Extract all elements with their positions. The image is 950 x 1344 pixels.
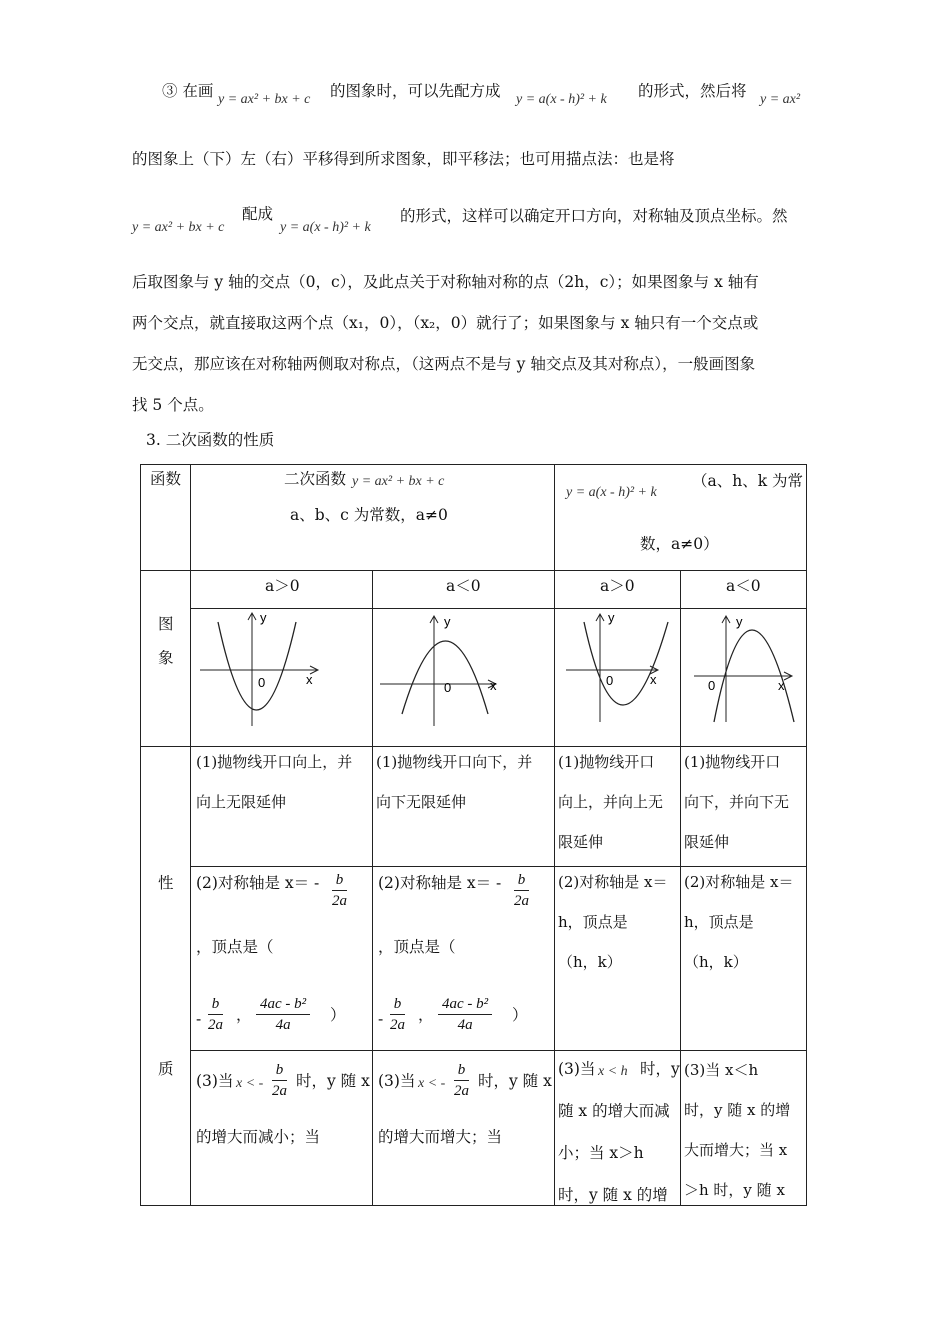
sign-label-1: a＞0 <box>265 577 300 595</box>
para-line2: 的图象上（下）左（右）平移得到所求图象，即平移法；也可用描点法：也是将 <box>132 150 675 168</box>
graph3-origin-label: 0 <box>606 673 614 688</box>
header-general-prefix: 二次函数 <box>284 470 347 488</box>
sign-label-2: a＜0 <box>446 577 481 595</box>
header-general-formula: y = ax² + bx + c <box>352 474 445 489</box>
graph-general-down <box>372 608 554 746</box>
p2-col3: (2)对称轴是 x＝ h，顶点是 （h，k） <box>558 873 668 971</box>
graph1-y-label: y <box>260 610 267 625</box>
graph1-origin-label: 0 <box>258 675 266 690</box>
p1-col1: (1)抛物线开口向上，并 向上无限延伸 <box>196 753 353 811</box>
p1-col3: (1)抛物线开口 向上，并向上无 限延伸 <box>558 753 664 851</box>
row-label-graph-2: 象 <box>158 649 174 667</box>
header-general-constants: a、b、c 为常数，a≠0 <box>290 506 448 524</box>
para-line1-a: ③ 在画 <box>162 82 214 100</box>
section-heading: 3. 二次函数的性质 <box>146 431 275 449</box>
formula-standard: y = ax² + bx + c <box>218 92 311 107</box>
formula-basic: y = ax² <box>760 92 801 107</box>
header-vertex-constants-2: 数，a≠0） <box>640 535 719 553</box>
graph2-x-label: x <box>490 678 497 693</box>
para-line3-a: 配成 <box>242 205 274 223</box>
sign-label-3: a＞0 <box>600 577 635 595</box>
header-vertex-constants-1: （a、h、k 为常 <box>692 472 804 490</box>
formula-vertex: y = a(x - h)² + k <box>516 92 607 107</box>
header-function: 函数 <box>150 470 182 488</box>
para-line4: 后取图象与 y 轴的交点（0，c），及此点关于对称轴对称的点（2h，c）；如果图象与 x 轴有 <box>132 273 759 291</box>
graph1-x-label: x <box>306 672 313 687</box>
p3-col4: (3)当 x＜h 时，y 随 x 的增 大而增大；当 x ＞h 时，y 随 x <box>684 1061 791 1199</box>
row-label-property-2: 质 <box>158 1060 174 1078</box>
para-line6: 无交点，那应该在对称轴两侧取对称点，（这两点不是与 y 轴交点及其对称点），一般画图象 <box>132 355 756 373</box>
row-label-property-1: 性 <box>158 874 174 892</box>
para-line1-b: 的图象时，可以先配方成 <box>330 82 501 100</box>
para-line3-b: 的形式，这样可以确定开口方向，对称轴及顶点坐标。然 <box>400 207 788 225</box>
sign-label-4: a＜0 <box>726 577 761 595</box>
graph4-y-label: y <box>736 614 743 629</box>
row-label-graph-1: 图 <box>158 615 174 633</box>
p3-col2-rest: 的增大而增大；当 <box>378 1128 503 1146</box>
header-vertex-formula: y = a(x - h)² + k <box>566 485 657 500</box>
formula-standard-2: y = ax² + bx + c <box>132 220 225 235</box>
graph4-x-label: x <box>778 678 785 693</box>
graph-general-up <box>190 608 372 746</box>
graph2-origin-label: 0 <box>444 680 452 695</box>
graph3-x-label: x <box>650 672 657 687</box>
para-line1-c: 的形式，然后将 <box>638 82 747 100</box>
graph-vertex-down <box>680 608 806 746</box>
graph4-origin-label: 0 <box>708 678 716 693</box>
para-line7: 找 5 个点。 <box>132 396 214 414</box>
graph2-y-label: y <box>444 614 451 629</box>
p1-col4: (1)抛物线开口 向下，并向下无 限延伸 <box>684 753 790 851</box>
formula-vertex-2: y = a(x - h)² + k <box>280 220 371 235</box>
p2-col4: (2)对称轴是 x＝ h，顶点是 （h，k） <box>684 873 794 971</box>
graph3-y-label: y <box>608 610 615 625</box>
para-line5: 两个交点，就直接取这两个点（x₁，0），（x₂，0）就行了；如果图象与 x 轴只有一个交点或 <box>132 314 759 332</box>
p1-col2: (1)抛物线开口向下，并 向下无限延伸 <box>376 753 533 811</box>
graph-vertex-up <box>554 608 680 746</box>
